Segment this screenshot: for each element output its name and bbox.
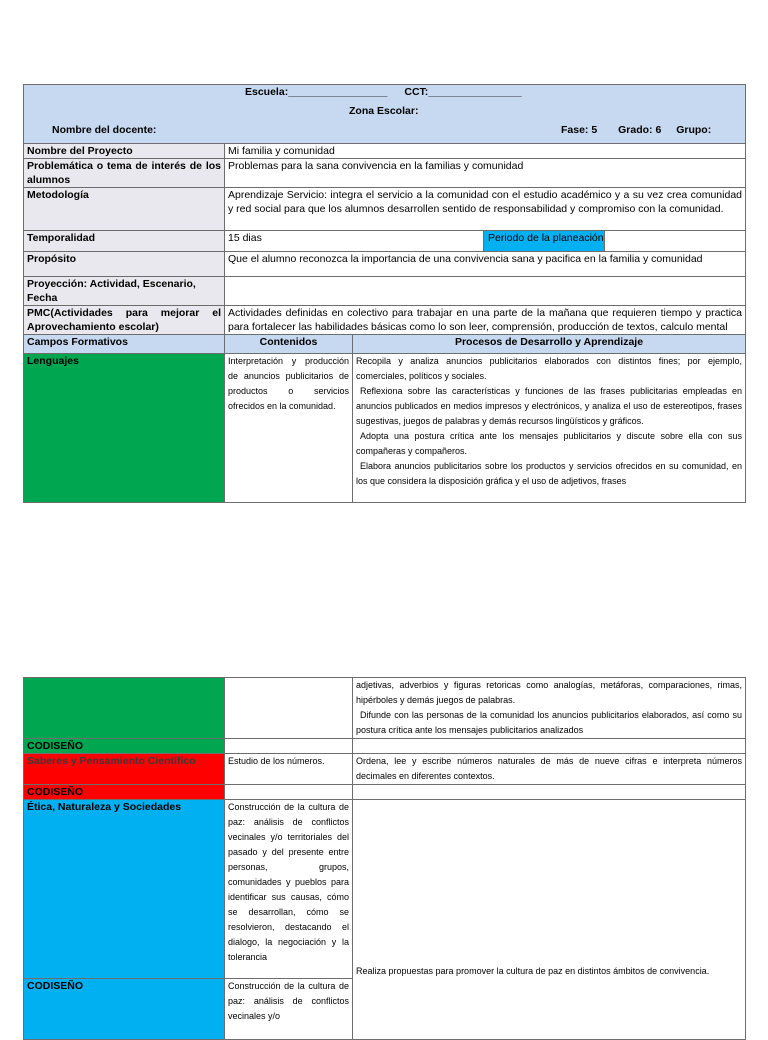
- row-lenguajes: [24, 354, 746, 503]
- proposito-value: Que el alumno reconozca la importancia de una convivencia sana y pacifica en la familia y comunidad: [225, 252, 746, 277]
- periodo-planeacion: Periodo de la planeación: [483, 231, 605, 251]
- etica-campo: Ética, Naturaleza y Sociedades: [24, 800, 225, 979]
- temporalidad-label: Temporalidad: [24, 231, 225, 252]
- zona-escolar: Zona Escolar:: [349, 105, 419, 117]
- lenguajes-campo: Lenguajes: [24, 354, 225, 503]
- grupo-field: Grupo:: [676, 124, 712, 136]
- row-proposito: [24, 252, 746, 277]
- etica-contenido: Construcción de la cultura de paz: análisis de conflictos vecinales y/o territoriales del pasado y del presente entre personas, grupos, comunidades y pueblos para identificar sus causas, cómo se desarrollan, cómo se resolvieron, destacando el dialogo, la negociación y la tolerancia: [225, 800, 353, 979]
- problematica-label: Problemática o tema de interés de los alumnos: [24, 159, 225, 188]
- temporalidad-value: 15 dias: [228, 232, 262, 244]
- escuela-field: Escuela:_________________: [245, 86, 388, 98]
- fase-field: Fase: 5: [561, 124, 598, 136]
- codiseno-label-1: CODISEÑO: [24, 739, 225, 754]
- row-metodologia: [24, 188, 746, 231]
- procesos-header: Procesos de Desarrollo y Aprendizaje: [353, 335, 746, 354]
- metodologia-value: Aprendizaje Servicio: integra el servicio a la comunidad con el estudio académico y a su vez crea comunidad y red social para que los alumnos desarrollen sentido de responsabilidad y compromiso con la comunidad.: [225, 188, 746, 231]
- row-proyecto: [24, 144, 746, 159]
- lenguajes-proceso-4: Elabora anuncios publicitarios sobre los productos y servicios ofrecidos en su comunidad, en los que considera la disposición gráfica y el uso de adjetivos, frases: [356, 461, 742, 486]
- header-block: [24, 85, 746, 144]
- lenguajes-contenido: Interpretación y producción de anuncios publicitarios de productos o servicios ofrecidos en la comunidad.: [225, 354, 353, 503]
- contenidos-header: Contenidos: [225, 335, 353, 354]
- row-codiseno-2: [24, 785, 746, 800]
- lenguajes-procesos: [353, 354, 746, 503]
- proyeccion-value: [225, 277, 746, 306]
- lenguajes-procesos-cont: [353, 678, 746, 739]
- saberes-contenido: Estudio de los números.: [225, 754, 353, 785]
- lenguajes-proceso-cont-2: Difunde con las personas de la comunidad los anuncios publicitarios elaborados, así como su postura crítica ante los mensajes publicitarios analizados: [356, 710, 742, 735]
- saberes-campo: Saberes y Pensamiento Científico: [24, 754, 225, 785]
- proyecto-label: Nombre del Proyecto: [24, 144, 225, 159]
- row-temporalidad: [24, 231, 746, 252]
- lenguajes-proceso-2: Reflexiona sobre las características y funciones de las frases publicitarias empleadas en anuncios publicados en medios impresos y electrónicos, y analiza el uso de estereotipos, frases sugestivas, juegos de palabras y demás recursos lingüísticos y gráficos.: [356, 386, 742, 426]
- lenguajes-proceso-1: Recopila y analiza anuncios publicitarios elaborados con distintos fines; por ejemplo, comerciales, políticos y sociales.: [356, 356, 742, 381]
- problematica-value: Problemas para la sana convivencia en la familias y comunidad: [225, 159, 746, 188]
- codiseno-2-proceso: [353, 785, 746, 800]
- saberes-proceso: Ordena, lee y escribe números naturales de más de nueve cifras e interpreta números decimales en diferentes contextos.: [353, 754, 746, 785]
- lenguajes-proceso-3: Adopta una postura crítica ante los mensajes publicitarios y discute sobre ella con sus compañeras y compañeros.: [356, 431, 742, 456]
- column-headers: [24, 335, 746, 354]
- codiseno-label-3: CODISEÑO: [24, 979, 225, 1040]
- campos-header: Campos Formativos: [24, 335, 225, 354]
- row-problematica: [24, 159, 746, 188]
- metodologia-label: Metodología: [24, 188, 225, 231]
- codiseno-label-2: CODISEÑO: [24, 785, 225, 800]
- etica-proceso: Realiza propuestas para promover la cultura de paz en distintos ámbitos de convivencia.: [353, 800, 746, 1040]
- row-pmc: [24, 306, 746, 335]
- row-codiseno-1: [24, 739, 746, 754]
- docente-field: Nombre del docente:: [52, 124, 157, 136]
- grado-field: Grado: 6: [618, 124, 662, 136]
- planning-table-page2: [23, 677, 746, 1040]
- planning-table-page1: [23, 84, 746, 503]
- codiseno-1-proceso: [353, 739, 746, 754]
- lenguajes-campo-cont: [24, 678, 225, 739]
- pmc-label: PMC(Actividades para mejorar el Aprovechamiento escolar): [24, 306, 225, 335]
- proyeccion-label: Proyección: Actividad, Escenario, Fecha: [24, 277, 225, 306]
- row-lenguajes-cont: [24, 678, 746, 739]
- proposito-label: Propósito: [24, 252, 225, 277]
- proyecto-value: Mi familia y comunidad: [225, 144, 746, 159]
- codiseno-2-contenido: [225, 785, 353, 800]
- pmc-value: Actividades definidas en colectivo para trabajar en una parte de la mañana que requieren tiempo y practica para fortalecer las habilidades básicas como lo son leer, comprensión, producción de textos, calculo mental: [225, 306, 746, 335]
- row-saberes: [24, 754, 746, 785]
- cct-field: CCT:________________: [404, 86, 522, 98]
- codiseno-3-contenido: Construcción de la cultura de paz: análisis de conflictos vecinales y/o: [225, 979, 353, 1040]
- row-etica: [24, 800, 746, 979]
- codiseno-1-contenido: [225, 739, 353, 754]
- lenguajes-contenido-cont: [225, 678, 353, 739]
- row-proyeccion: [24, 277, 746, 306]
- header-cell: [24, 85, 746, 144]
- lenguajes-proceso-cont-1: adjetivas, adverbios y figuras retoricas como analogías, metáforas, comparaciones, rimas, hipérboles y demás juegos de palabras.: [356, 680, 742, 705]
